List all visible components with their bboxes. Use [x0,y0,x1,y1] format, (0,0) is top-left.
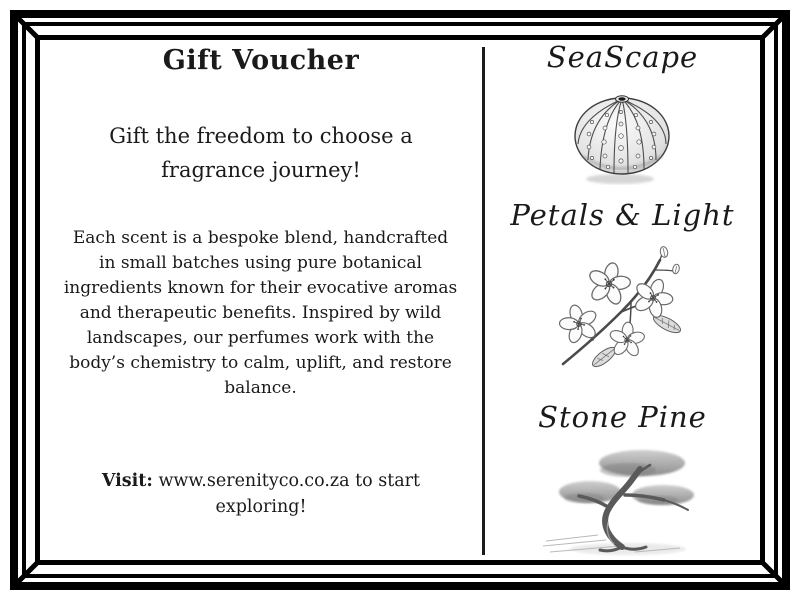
fragrance-column [485,40,760,560]
visit-line [76,468,446,521]
voucher-description: Each scent is a bespoke blend, handcrafted in small batches using pure botanical ingredients known for their evocative aromas and therapeutic benefits. Inspired by wild landscapes, our perfumes work with the body’s chemistry to calm, uplift, and restore balance. [63,228,458,398]
fragrance-name-petals-and-light: Petals & Light [510,198,735,232]
fragrance-name-seascape: SeaScape [546,40,699,74]
cherry-blossom-illustration [547,244,697,372]
visit-url-text: www.serenityco.co.za to start exploring! [158,471,421,518]
voucher-content [40,40,760,560]
stone-pine-tree-illustration [540,442,705,560]
fragrance-name-stone-pine: Stone Pine [538,400,707,434]
voucher-subtitle: Gift the freedom to choose a fragrance journey! [109,124,413,182]
voucher-text-column [40,40,482,560]
voucher-title: Gift Voucher [162,45,360,76]
visit-label: Visit: [101,471,153,491]
sea-urchin-illustration [562,84,683,190]
